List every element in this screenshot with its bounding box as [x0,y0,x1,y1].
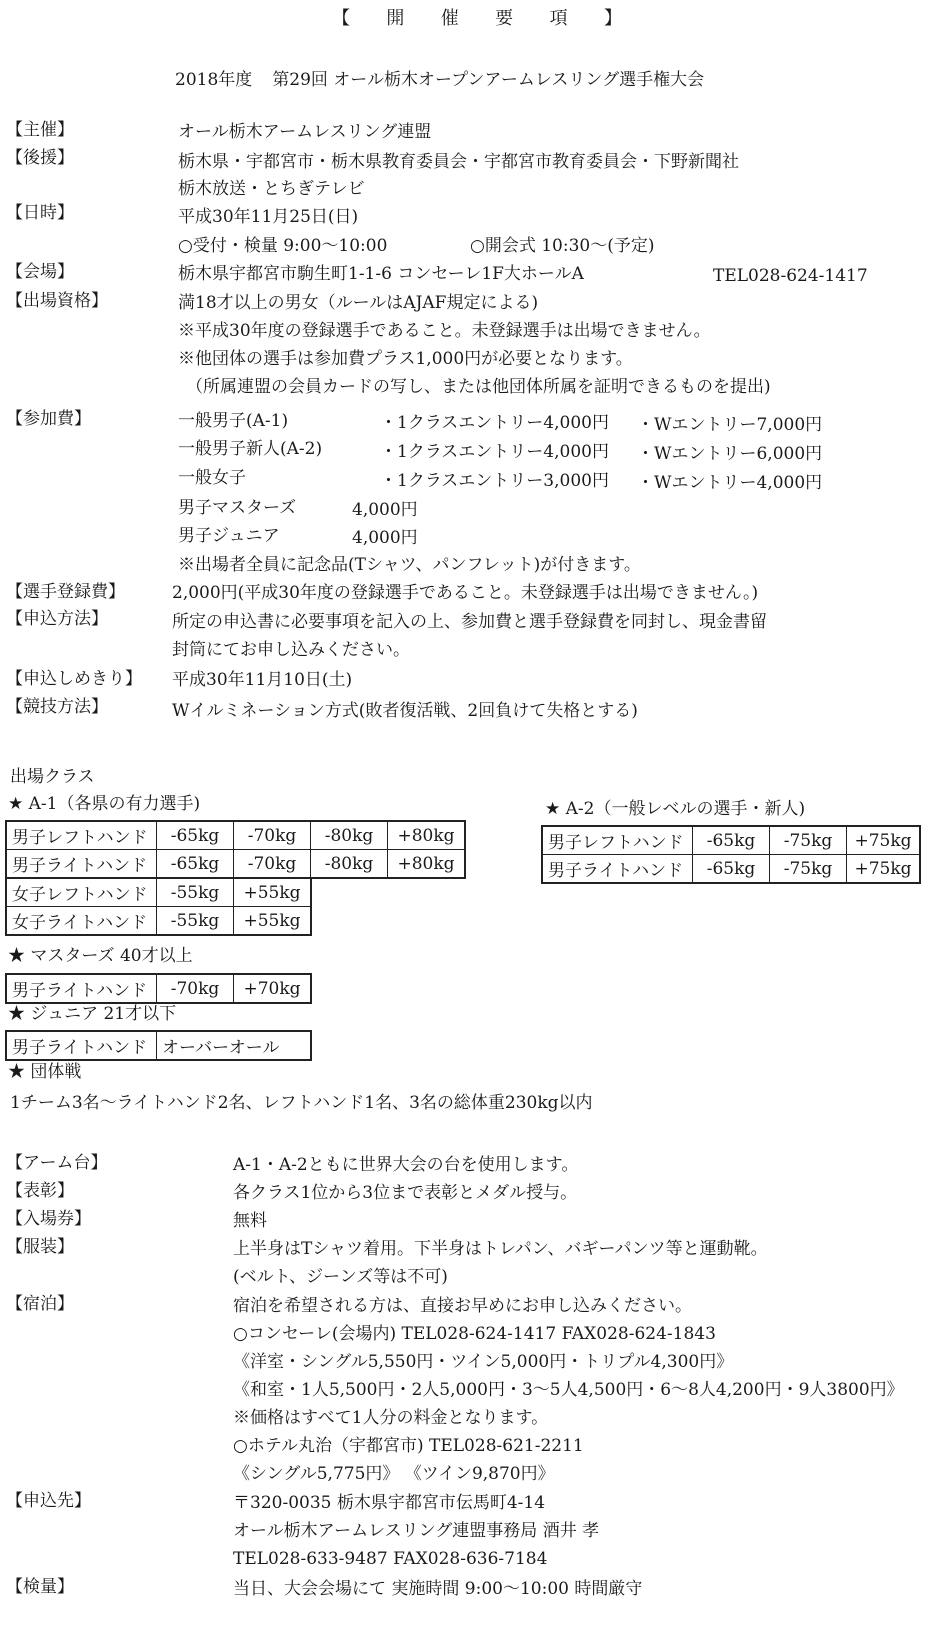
a2-class-table [541,825,921,884]
fee-junior-amount: 4,000円 [352,528,418,548]
team-title: ★ 団体戦 [8,1062,82,1082]
table-row [542,826,920,855]
title-char: 要 [495,8,514,29]
table-row [6,974,311,1003]
classes-heading: 出場クラス [10,767,95,787]
lodging-line: 《洋室・シングル5,550円・ツイン5,000円・トリプル4,300円》 [233,1352,734,1372]
label-organizer: 【主催】 [6,120,74,140]
fee-category: 一般女子 [178,468,246,488]
fee-masters-amount: 4,000円 [352,500,418,520]
document-title [332,8,622,30]
table-row [6,907,311,936]
fee-junior-category: 男子ジュニア [178,526,280,546]
fee-category: 一般男子(A-1) [178,411,289,431]
weight-cell: +80kg [388,821,466,850]
eligibility-line-3: ※他団体の選手は参加費プラス1,000円が必要となります。 [178,349,633,369]
competition-value: Wイルミネーション方式(敗者復活戦、2回負けて失格とする) [172,701,638,721]
label-eligibility: 【出場資格】 [6,291,108,311]
table-row [6,1031,311,1060]
team-description: 1チーム3名～ライトハンド2名、レフトハンド1名、3名の総体重230kg以内 [10,1093,593,1113]
weight-cell: -70kg [234,850,311,879]
fee-single: ・1クラスエントリー3,000円 [380,471,609,491]
table-row [6,850,465,879]
label-arm-table: 【アーム台】 [6,1153,108,1173]
label-award: 【表彰】 [6,1181,74,1201]
class-cell: 男子レフトハンド [6,821,157,850]
weight-cell: -55kg [157,907,234,936]
weight-cell: -65kg [157,850,234,879]
weight-cell: -70kg [157,974,234,1003]
title-bracket-open: 【 [332,8,350,29]
venue-tel: TEL028-624-1417 [713,266,868,286]
junior-class-table [5,1030,312,1061]
apply-method-line-1: 所定の申込書に必要事項を記入の上、参加費と選手登録費を同封し、現金書留 [172,612,767,632]
lodging-line: ○コンセーレ(会場内) TEL028-624-1417 FAX028-624-1843 [233,1324,716,1344]
lodging-line: ※価格はすべて1人分の料金となります。 [233,1408,549,1428]
class-cell: 女子ライトハンド [6,907,157,936]
a1-title: ★ A-1（各県の有力選手) [8,794,201,814]
lodging-line: 《和室・1人5,500円・2人5,000円・3～5人4,500円・6～8人4,200円・9人3800円》 [233,1380,904,1400]
weight-cell: +75kg [847,826,921,855]
eligibility-line-1: 満18才以上の男女（ルールはAJAF規定による) [178,293,539,313]
class-cell: 男子ライトハンド [6,974,157,1003]
eligibility-line-4: （所属連盟の会員カードの写し、または他団体所属を証明できるものを提出) [186,377,771,397]
junior-title: ★ ジュニア 21才以下 [8,1004,177,1024]
arm-table-value: A-1・A-2ともに世界大会の台を使用します。 [233,1155,579,1175]
label-admission: 【入場券】 [6,1209,91,1229]
label-registration-fee: 【選手登録費】 [6,582,125,602]
support-line-1: 栃木県・宇都宮市・栃木県教育委員会・宇都宮市教育委員会・下野新聞社 [178,152,739,172]
eligibility-line-2: ※平成30年度の登録選手であること。未登録選手は出場できません。 [178,321,711,341]
weight-cell: -55kg [157,878,234,907]
weight-cell: -80kg [311,821,388,850]
attire-line-1: 上半身はTシャツ着用。下半身はトレパン、バギーパンツ等と運動靴。 [233,1239,768,1259]
weight-cell: -65kg [693,855,770,884]
class-cell: 男子ライトハンド [6,850,157,879]
label-fee: 【参加費】 [6,409,91,429]
weight-cell: オーバーオール [157,1031,312,1060]
a1-women-table [5,877,312,936]
label-support: 【後援】 [6,148,74,168]
event-subtitle [175,69,704,91]
masters-class-table [5,973,312,1004]
table-row [542,855,920,884]
label-apply-to: 【申込先】 [6,1491,91,1511]
label-lodging: 【宿泊】 [6,1294,74,1314]
fee-note: ※出場者全員に記念品(Tシャツ、パンフレット)が付きます。 [178,555,641,575]
weight-cell: +55kg [234,878,312,907]
weight-cell: -65kg [157,821,234,850]
deadline-value: 平成30年11月10日(土) [172,670,353,690]
event-name: 第29回 オール栃木オープンアームレスリング選手権大会 [272,70,705,90]
a2-title: ★ A-2（一般レベルの選手・新人) [545,799,806,819]
fee-double: ・Wエントリー7,000円 [637,415,823,435]
fee-single: ・1クラスエントリー4,000円 [380,413,609,433]
fee-single: ・1クラスエントリー4,000円 [380,442,609,462]
weight-cell: -70kg [234,821,311,850]
class-cell: 男子ライトハンド [6,1031,157,1060]
weight-cell: -75kg [770,826,847,855]
award-value: 各クラス1位から3位まで表彰とメダル授与。 [233,1183,578,1203]
weigh-in-value: 当日、大会会場にて 実施時間 9:00～10:00 時間厳守 [233,1579,643,1599]
opening-time: ○開会式 10:30～(予定) [470,236,655,256]
class-cell: 男子ライトハンド [542,855,693,884]
lodging-line: 宿泊を希望される方は、直接お早めにお申し込みください。 [233,1296,692,1316]
label-attire: 【服装】 [6,1237,74,1257]
venue-address: 栃木県宇都宮市駒生町1-1-6 コンセーレ1F大ホールA [178,264,584,284]
title-bracket-close: 】 [603,8,622,29]
apply-to-line: TEL028-633-9487 FAX028-636-7184 [233,1549,548,1569]
title-char: 開 [386,8,405,29]
label-deadline: 【申込しめきり】 [6,669,142,689]
title-char: 催 [440,8,459,29]
event-year: 2018年度 [175,70,253,90]
reception-time: ○受付・検量 9:00～10:00 [178,236,388,256]
masters-title: ★ マスターズ 40才以上 [8,946,193,966]
lodging-line: 《シングル5,775円》 《ツイン9,870円》 [233,1464,555,1484]
admission-value: 無料 [233,1211,267,1231]
weight-cell: -65kg [693,826,770,855]
table-row [6,821,465,850]
a1-class-table [5,820,466,879]
table-row [6,878,311,907]
label-competition: 【競技方法】 [6,697,108,717]
support-line-2: 栃木放送・とちぎテレビ [178,179,365,199]
fee-category: 一般男子新人(A-2) [178,439,323,459]
class-cell: 男子レフトハンド [542,826,693,855]
weight-cell: +80kg [388,850,466,879]
date-value: 平成30年11月25日(日) [178,207,359,227]
title-char: 項 [549,8,568,29]
fee-double: ・Wエントリー4,000円 [637,473,823,493]
class-cell: 女子レフトハンド [6,878,157,907]
fee-double: ・Wエントリー6,000円 [637,444,823,464]
apply-to-line: 〒320-0035 栃木県宇都宮市伝馬町4-14 [233,1493,546,1513]
label-datetime: 【日時】 [6,203,74,223]
weight-cell: +75kg [847,855,921,884]
attire-line-2: (ベルト、ジーンズ等は不可) [233,1267,448,1287]
label-venue: 【会場】 [6,262,74,282]
weight-cell: +70kg [234,974,312,1003]
fee-masters-category: 男子マスターズ [178,498,297,518]
weight-cell: -75kg [770,855,847,884]
organizer-value: オール栃木アームレスリング連盟 [178,122,432,142]
label-weigh-in: 【検量】 [6,1577,74,1597]
weight-cell: +55kg [234,907,312,936]
weight-cell: -80kg [311,850,388,879]
apply-method-line-2: 封筒にてお申し込みください。 [172,640,410,660]
label-apply-method: 【申込方法】 [6,609,108,629]
apply-to-line: オール栃木アームレスリング連盟事務局 酒井 孝 [233,1521,600,1541]
registration-fee-value: 2,000円(平成30年度の登録選手であること。未登録選手は出場できません。) [172,583,759,603]
lodging-line: ○ホテル丸治（宇都宮市) TEL028-621-2211 [233,1436,584,1456]
